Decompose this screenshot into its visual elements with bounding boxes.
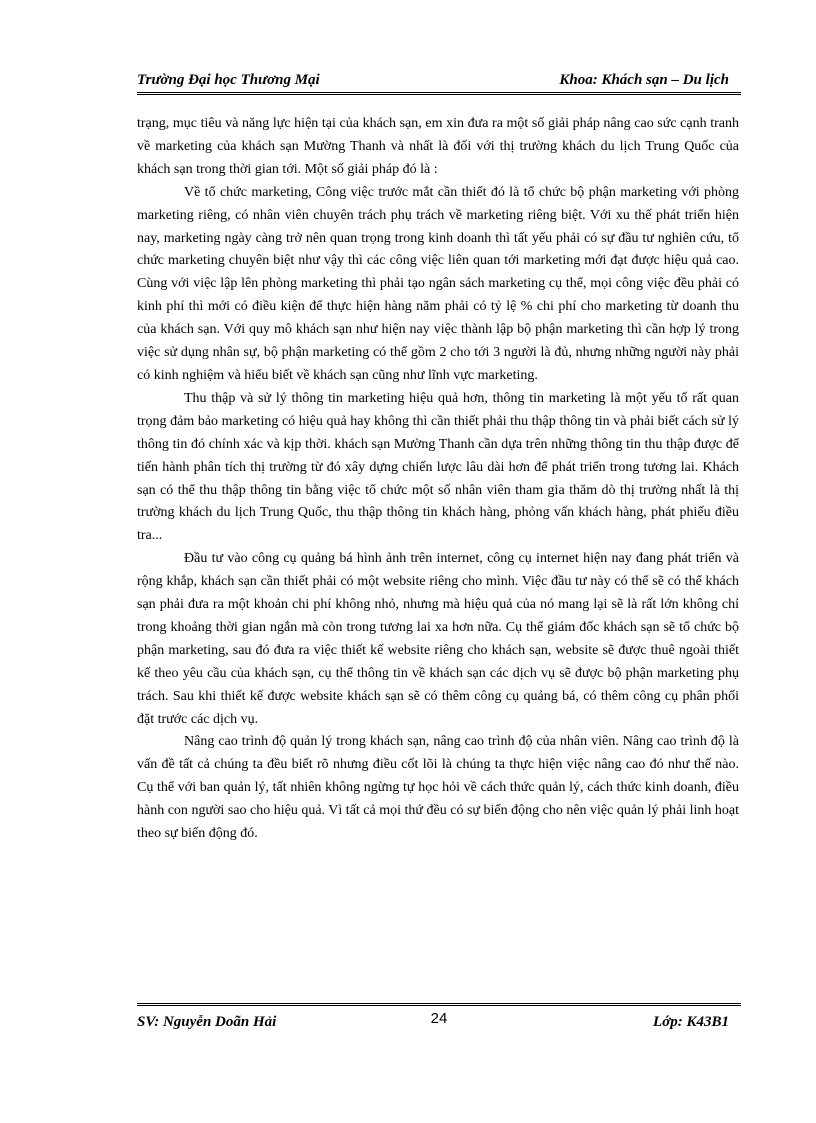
document-body	[137, 113, 739, 846]
paragraph-management-training: Nâng cao trình độ quản lý trong khách sạn, nâng cao trình độ của nhân viên. Nâng cao trình độ là vấn đề tất cả chúng ta đều biết rõ nhưng điều cốt lõi là chúng ta thực hiện việc nâng cao đó như thế nào. Cụ thể với ban quản lý, tất nhiên không ngừng tự học hỏi về cách thức quản lý, cách thức kinh doanh, điều hành con người sao cho hiệu quả. Vì tất cả mọi thứ đều có sự biến động cho nên việc quản lý phải linh hoạt theo sự biến động đó.	[137, 734, 739, 842]
paragraph-internet-investment: Đầu tư vào công cụ quảng bá hình ảnh trên internet, công cụ internet hiện nay đang phát triển và rộng khắp, khách sạn cần thiết phải có một website riêng cho mình. Việc đầu tư này có thể sẽ có thể khách sạn phải đưa ra một khoản chi phí không nhỏ, nhưng mà hiệu quả của nó mang lại sẽ là rất lớn không chỉ trong khoảng thời gian ngắn mà còn trong tương lai xa hơn nữa. Cụ thể giám đốc khách sạn sẽ tổ chức bộ phận marketing, sau đó đưa ra việc thiết kế website riêng cho khách sạn, website sẽ được thuê ngoài thiết kế theo yêu cầu của khách sạn, cụ thể thông tin về khách sạn các dịch vụ sẽ được bộ phận marketing phụ trách. Sau khi thiết kế được website khách sạn sẽ có thêm công cụ quảng bá, có thêm công cụ phân phối đặt trước các dịch vụ.	[137, 551, 739, 727]
faculty-name: Khoa: Khách sạn – Du lịch	[559, 72, 729, 88]
paragraph-marketing-organization: Về tổ chức marketing, Công việc trước mắt cần thiết đó là tổ chức bộ phận marketing với phòng marketing riêng, có nhân viên chuyên trách phụ trách về marketing riêng biệt. Với xu thế phát triển hiện nay, marketing ngày càng trở nên quan trọng trong kinh doanh thì tất yếu phải có sự đầu tư nghiên cứu, tổ chức marketing chuyên biệt như vậy thì các công việc liên quan tới marketing mới đạt được hiệu quả cao. Cùng với việc lập lên phòng marketing thì phải tạo ngân sách marketing cụ thể, mọi công việc đều phải có kinh phí thì mới có điều kiện để thực hiện hàng năm phải có tỷ lệ % chi phí cho marketing từ doanh thu của khách sạn. Với quy mô khách sạn như hiện nay việc thành lập bộ phận marketing thì cần hợp lý trong việc sử dụng nhân sự, bộ phận marketing có thể gồm 2 cho tới 3 người là đủ, nhưng những người này phải có kinh nghiệm và hiểu biết về khách sạn cũng như lĩnh vực marketing.	[137, 184, 739, 383]
page-header	[137, 66, 741, 95]
paragraph-information-collection: Thu thập và sử lý thông tin marketing hiệu quả hơn, thông tin marketing là một yếu tố rất quan trọng đảm bảo marketing có hiệu quả hay không thì cần thiết phải thu thập thông tin và phải biết cách sử lý thông tin đó chính xác và kịp thời. khách sạn Mường Thanh cần dựa trên những thông tin thu thập được để tiến hành phân tích thị trường từ đó xây dựng chiến lược lâu dài hơn để phát triển trong tương lai. Khách sạn có thể thu thập thông tin bằng việc tổ chức một số nhân viên tham gia thăm dò thị trường nhất là thị trường khách du lịch Trung Quốc, thu thập thông tin khách hàng, phỏng vấn khách hàng, phát phiếu điều tra...	[137, 390, 739, 544]
student-name: SV: Nguyễn Doãn Hải	[137, 1014, 277, 1030]
paragraph-intro: trạng, mục tiêu và năng lực hiện tại của khách sạn, em xin đưa ra một số giải pháp nâng cao sức cạnh tranh về marketing của khách sạn Mường Thanh và nhất là đối với thị trường khách du lịch Trung Quốc của khách sạn trong thời gian tới. Một số giải pháp đó là :	[137, 116, 739, 177]
page-number: 24	[430, 1010, 448, 1027]
page-footer	[137, 1003, 741, 1036]
class-code: Lớp: K43B1	[653, 1014, 729, 1030]
university-name: Trường Đại học Thương Mại	[137, 72, 320, 88]
